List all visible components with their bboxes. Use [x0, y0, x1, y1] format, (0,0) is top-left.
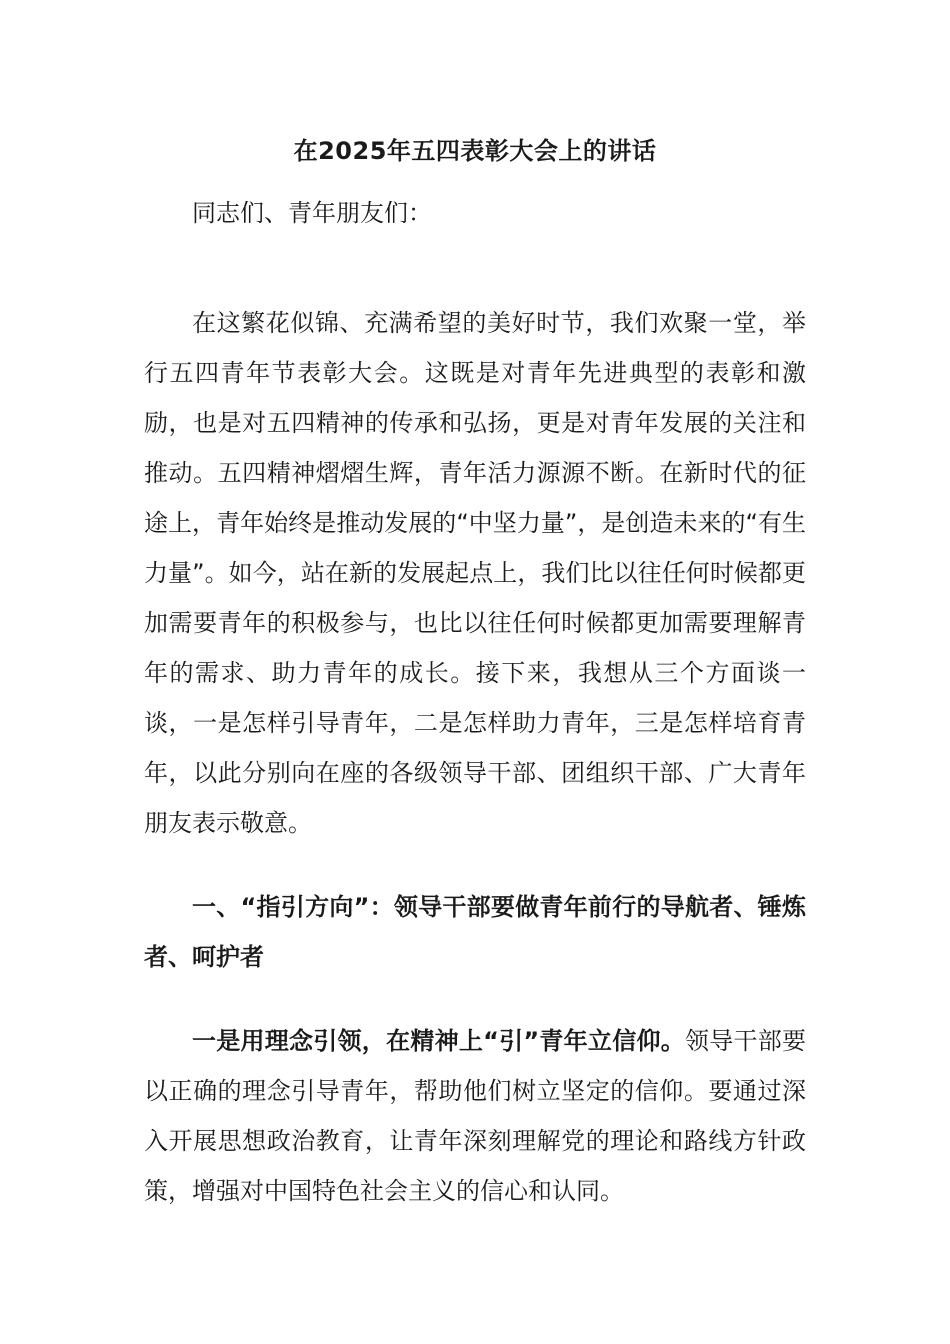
document-title: 在2025年五四表彰大会上的讲话	[293, 137, 657, 165]
point-1-text: 领导干部要以正确的理念引导青年，帮助他们树立坚定的信仰。要通过深入开展思想政治教育，让青年深刻理解党的理论和路线方针政策，增强对中国特色社会主义的信心和认同。	[144, 1027, 807, 1205]
paragraph-intro: 在这繁花似锦、充满希望的美好时节，我们欢聚一堂，举行五四青年节表彰大会。这既是对青年先进典型的表彰和激励，也是对五四精神的传承和弘扬，更是对青年发展的关注和推动。五四精神熠熠生辉，青年活力源源不断。在新时代的征途上，青年始终是推动发展的“中坚力量”，是创造未来的“有生力量”。如今，站在新的发展起点上，我们比以往任何时候都更加需要青年的积极参与，也比以往任何时候都更加需要理解青年的需求、助力青年的成长。接下来，我想从三个方面谈一谈，一是怎样引导青年，二是怎样助力青年，三是怎样培育青年，以此分别向在座的各级领导干部、团组织干部、广大青年朋友表示敬意。	[144, 309, 806, 837]
greeting: 同志们、青年朋友们：	[192, 199, 432, 227]
point-1-lead: 一是用理念引领，在精神上“引”青年立信仰。	[192, 1027, 685, 1055]
section-heading-1: 一、“指引方向”：领导干部要做青年前行的导航者、锤炼者、呵护者	[144, 893, 806, 971]
paragraph-point-1	[144, 1016, 806, 1216]
